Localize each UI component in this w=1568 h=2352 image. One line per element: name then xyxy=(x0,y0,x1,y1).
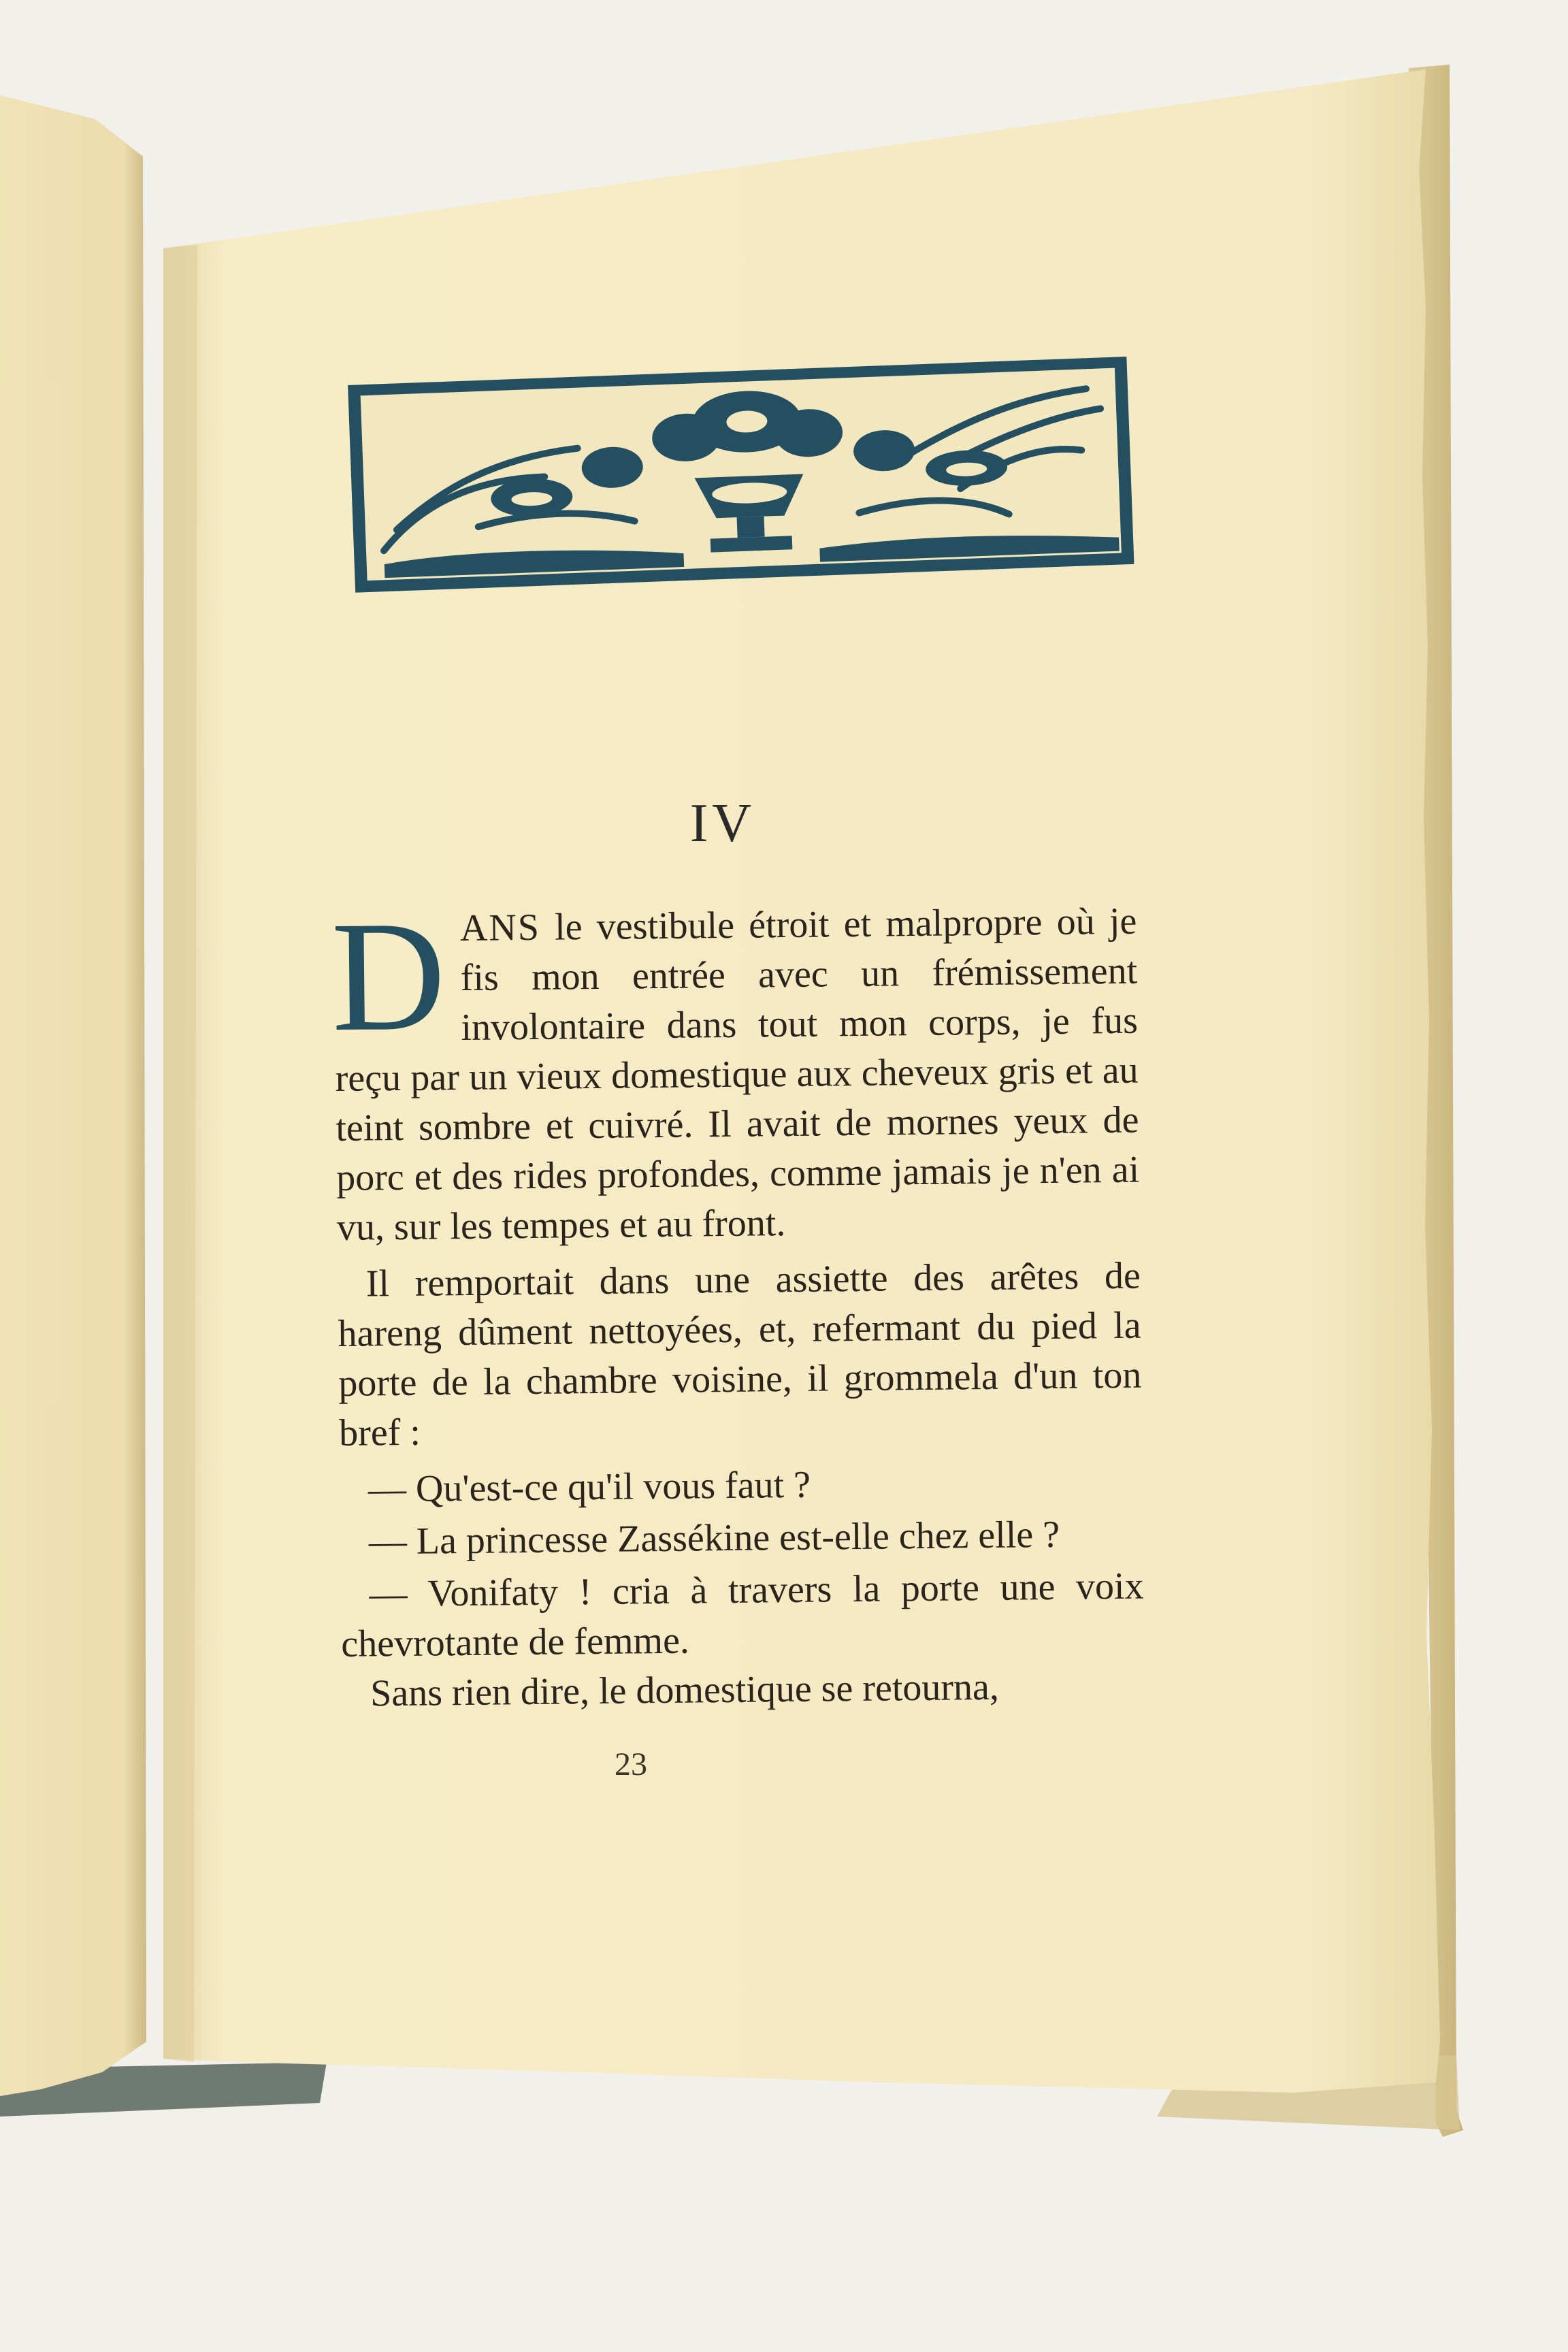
drop-cap: D xyxy=(330,888,446,1065)
ornament-headpiece xyxy=(348,357,1134,593)
chapter-heading: IV xyxy=(689,794,756,853)
paragraph: Sans rien dire, le domestique se retourna, xyxy=(370,1665,1000,1715)
dialogue-line: — La princesse Zassékine est-elle chez elle ? xyxy=(368,1513,1060,1563)
first-paragraph-text: le vestibule étroit et malpropre où je fis mon entrée avec un frémissement involontaire dans tout mon corps, je fus reçu par un vieux domestique aux cheveux gris et au teint sombre et cuivré. Il avait de mornes yeux de porc et des rides profondes, comme jamais je n'en ai vu, sur les tempes et au front. xyxy=(335,900,1140,1249)
dialogue-line: — Vonifaty ! cria à travers la porte une voix chevrotante de femme. xyxy=(341,1565,1144,1665)
page-number: 23 xyxy=(615,1746,647,1782)
page-body xyxy=(330,888,1145,1719)
paragraph: Il remportait dans une assiette des arêtes de hareng dûment nettoyées, et, refermant du pied la porte de la chambre voisine, il grommela d'un ton bref : xyxy=(338,1254,1142,1454)
dialogue-line: — Qu'est-ce qu'il vous faut ? xyxy=(368,1463,811,1511)
first-paragraph xyxy=(330,888,1140,1253)
left-page-ghost xyxy=(0,381,68,1402)
gutter-shadow xyxy=(163,245,197,2062)
first-word-small-caps: ANS xyxy=(459,906,541,950)
